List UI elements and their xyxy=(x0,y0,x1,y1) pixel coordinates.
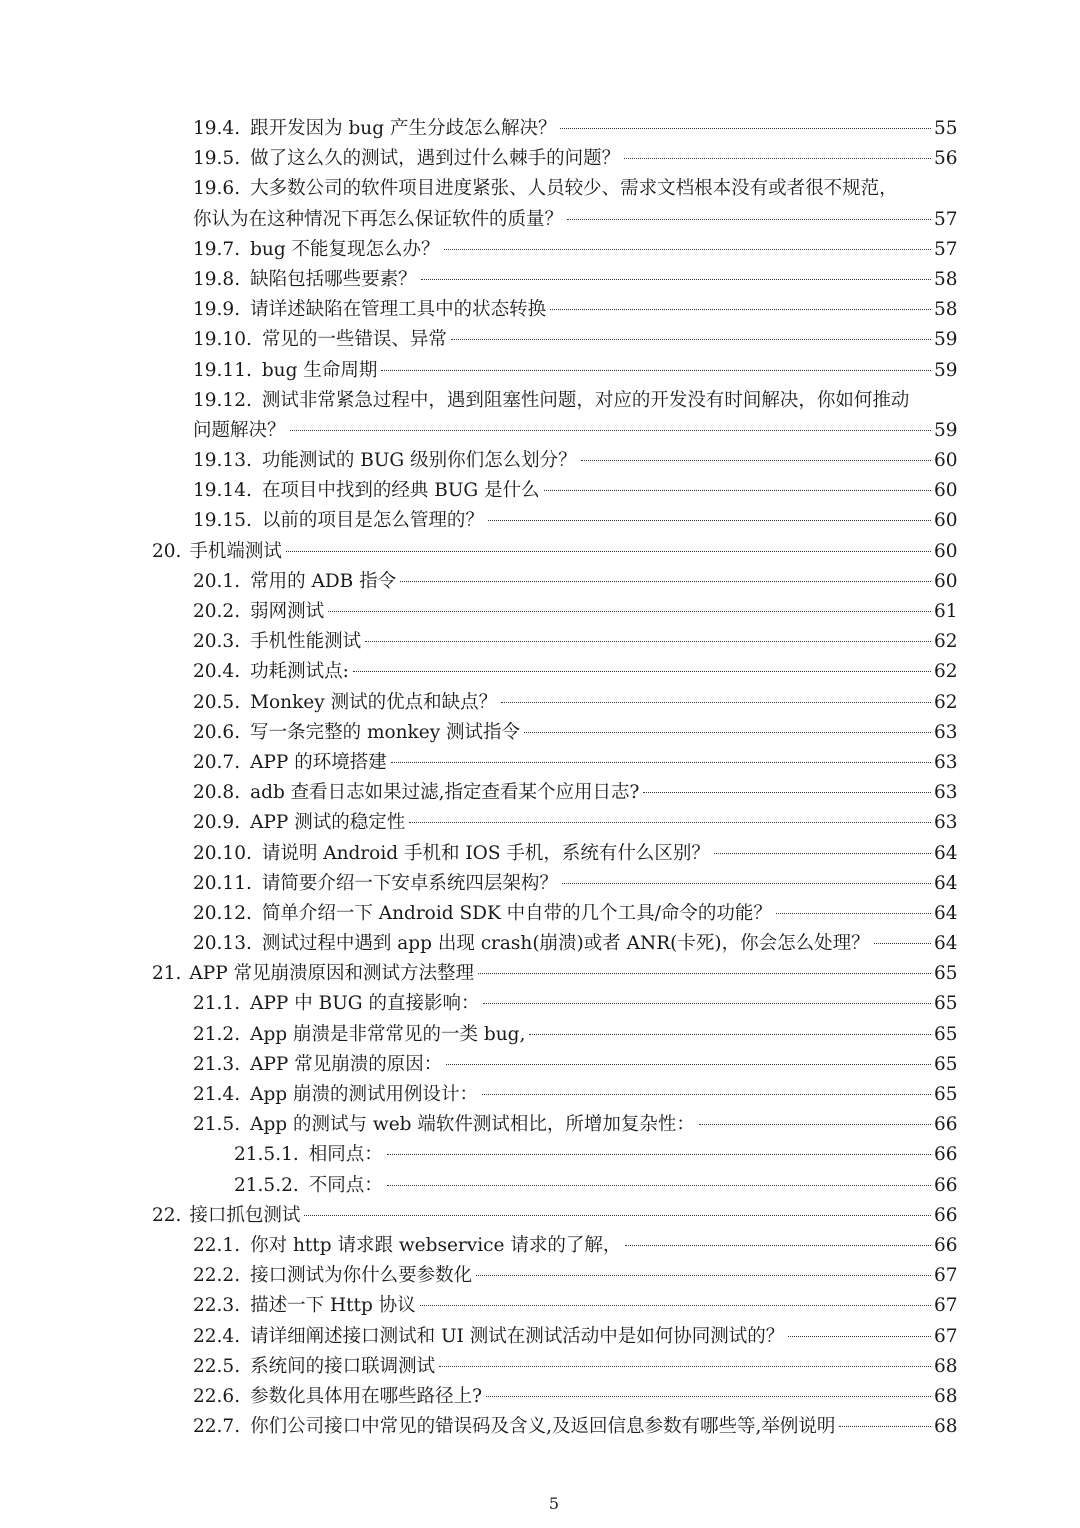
toc-entry[interactable] xyxy=(0,114,1080,144)
toc-entry-page: 63 xyxy=(934,782,958,804)
toc-entry-number: 20.8. xyxy=(193,782,241,804)
toc-leader-dots xyxy=(874,943,931,944)
toc-entry[interactable] xyxy=(0,1352,1080,1382)
toc-leader-dots xyxy=(476,1275,931,1276)
toc-entry-title: APP 中 BUG 的直接影响： xyxy=(250,993,480,1015)
toc-entry-title: 常见的一些错误、异常 xyxy=(261,329,447,351)
toc-leader-dots xyxy=(839,1426,931,1427)
toc-entry-number: 19.15. xyxy=(193,510,252,532)
toc-entry[interactable] xyxy=(0,174,1080,204)
toc-entry-title: 测试非常紧急过程中，遇到阻塞性问题，对应的开发没有时间解决，你如何推动 xyxy=(261,389,910,411)
toc-entry-title: 你们公司接口中常见的错误码及含义,及返回信息参数有哪些等,举例说明 xyxy=(250,1416,836,1438)
toc-entry-number: 21.5. xyxy=(193,1114,241,1136)
toc-entry-page: 59 xyxy=(934,329,958,351)
toc-entry[interactable] xyxy=(0,808,1080,838)
toc-entry[interactable] xyxy=(0,1140,1080,1170)
toc-entry[interactable] xyxy=(0,1080,1080,1110)
toc-entry-title: 手机性能测试 xyxy=(250,631,362,653)
toc-entry[interactable] xyxy=(0,718,1080,748)
toc-entry-title: 系统间的接口联调测试 xyxy=(250,1355,436,1377)
toc-leader-dots xyxy=(788,1336,931,1337)
toc-entry-continuation[interactable] xyxy=(0,205,1080,235)
toc-entry-number: 22. xyxy=(152,1204,182,1226)
toc-leader-dots xyxy=(486,1396,931,1397)
toc-entry-page: 59 xyxy=(934,419,958,441)
toc-entry-title: 参数化具体用在哪些路径上? xyxy=(250,1385,482,1407)
toc-entry-number: 22.4. xyxy=(193,1325,241,1347)
toc-entry[interactable] xyxy=(0,235,1080,265)
toc-leader-dots xyxy=(387,1154,931,1155)
toc-leader-dots xyxy=(550,309,931,310)
toc-entry[interactable] xyxy=(0,476,1080,506)
toc-leader-dots xyxy=(478,973,931,974)
toc-entry-number: 19.13. xyxy=(193,450,252,472)
toc-entry-title: 请详述缺陷在管理工具中的状态转换 xyxy=(250,299,547,321)
toc-entry-page: 64 xyxy=(934,842,958,864)
toc-entry-number: 22.2. xyxy=(193,1265,241,1287)
toc-entry-title: APP 常见崩溃原因和测试方法整理 xyxy=(189,963,475,985)
toc-entry-page: 62 xyxy=(934,691,958,713)
toc-leader-dots xyxy=(699,1124,931,1125)
toc-entry-number: 21.4. xyxy=(193,1084,241,1105)
toc-entry-page: 65 xyxy=(934,993,958,1015)
toc-entry-page: 66 xyxy=(934,1174,958,1196)
toc-entry-title: adb 查看日志如果过滤,指定查看某个应用日志? xyxy=(250,782,640,804)
toc-entry-number: 21.1. xyxy=(193,993,241,1015)
toc-entry-title: 相同点： xyxy=(308,1144,383,1166)
toc-entry-number: 20.4. xyxy=(193,661,241,683)
toc-entry-number: 19.9. xyxy=(193,299,241,321)
toc-leader-dots xyxy=(483,1003,931,1004)
toc-entry[interactable] xyxy=(0,657,1080,687)
toc-entry-title: APP 常见崩溃的原因： xyxy=(250,1053,443,1075)
toc-entry-page: 64 xyxy=(934,933,958,955)
toc-entry[interactable] xyxy=(0,688,1080,718)
toc-entry-number: 20.10. xyxy=(193,842,252,864)
toc-leader-dots xyxy=(365,641,931,642)
toc-entry-title: 写一条完整的 monkey 测试指令 xyxy=(250,721,521,743)
toc-entry[interactable] xyxy=(0,839,1080,869)
toc-entry-title: 手机端测试 xyxy=(189,540,282,562)
toc-entry[interactable] xyxy=(0,1020,1080,1050)
toc-entry-title: bug 不能复现怎么办？ xyxy=(250,238,440,260)
toc-leader-dots xyxy=(328,611,931,612)
toc-entry-title-continued: 问题解决？ xyxy=(193,419,286,441)
toc-entry-number: 21.5.1. xyxy=(234,1144,299,1166)
toc-entry-page: 65 xyxy=(934,1084,958,1105)
toc-entry-page: 65 xyxy=(934,1023,958,1045)
toc-entry-title: 做了这么久的测试，遇到过什么棘手的问题？ xyxy=(250,148,621,170)
toc-entry-title: App 崩溃的测试用例设计： xyxy=(250,1084,479,1105)
toc-leader-dots xyxy=(776,913,931,914)
toc-leader-dots xyxy=(290,430,931,431)
toc-entry[interactable] xyxy=(0,386,1080,416)
toc-entry-number: 20.12. xyxy=(193,902,252,924)
toc-entry-number: 19.5. xyxy=(193,148,241,170)
toc-entry-number: 20.1. xyxy=(193,570,241,592)
toc-entry-page: 58 xyxy=(934,299,958,321)
table-of-contents xyxy=(0,114,1080,1442)
toc-entry-title: 你对 http 请求跟 webservice 请求的了解， xyxy=(250,1234,622,1256)
toc-entry[interactable] xyxy=(0,1171,1080,1201)
toc-entry-title: 常用的 ADB 指令 xyxy=(250,570,397,592)
toc-entry-page: 63 xyxy=(934,751,958,773)
toc-entry[interactable] xyxy=(0,627,1080,657)
toc-entry-page: 60 xyxy=(934,570,958,592)
toc-entry-title: 缺陷包括哪些要素？ xyxy=(250,268,417,290)
toc-entry[interactable] xyxy=(0,265,1080,295)
toc-entry-number: 20.13. xyxy=(193,933,252,955)
toc-entry[interactable] xyxy=(0,356,1080,386)
toc-leader-dots xyxy=(501,702,931,703)
toc-entry-title: App 的测试与 web 端软件测试相比，所增加复杂性： xyxy=(250,1114,695,1136)
toc-entry-title: 功耗测试点: xyxy=(250,661,349,683)
toc-entry-page: 66 xyxy=(934,1114,958,1136)
toc-leader-dots xyxy=(567,219,931,220)
toc-entry-page: 62 xyxy=(934,631,958,653)
toc-entry-page: 56 xyxy=(934,148,958,170)
toc-leader-dots xyxy=(353,671,931,672)
toc-entry-page: 57 xyxy=(934,208,958,230)
toc-entry-page: 63 xyxy=(934,812,958,834)
toc-entry[interactable] xyxy=(0,899,1080,929)
toc-entry-number: 20.6. xyxy=(193,721,241,743)
toc-leader-dots xyxy=(446,1064,931,1065)
toc-entry-page: 57 xyxy=(934,238,958,260)
toc-entry-number: 21.5.2. xyxy=(234,1174,299,1196)
toc-leader-dots xyxy=(524,732,931,733)
toc-leader-dots xyxy=(420,1305,931,1306)
toc-entry[interactable] xyxy=(0,869,1080,899)
toc-entry-title: APP 测试的稳定性 xyxy=(250,812,406,834)
toc-entry-page: 62 xyxy=(934,661,958,683)
toc-entry[interactable] xyxy=(0,325,1080,355)
toc-entry-title: 测试过程中遇到 app 出现 crash(崩溃)或者 ANR(卡死)，你会怎么处理？ xyxy=(261,933,870,955)
toc-entry-number: 20.7. xyxy=(193,751,241,773)
toc-entry-continuation[interactable] xyxy=(0,416,1080,446)
toc-entry-number: 22.1. xyxy=(193,1234,241,1256)
toc-entry-number: 19.11. xyxy=(193,359,252,381)
toc-entry-title: 在项目中找到的经典 BUG 是什么 xyxy=(261,480,540,502)
toc-entry-title: App 崩溃是非常常见的一类 bug, xyxy=(250,1023,526,1045)
toc-entry-title: Monkey 测试的优点和缺点？ xyxy=(250,691,498,713)
toc-entry[interactable] xyxy=(0,748,1080,778)
toc-entry-number: 19.14. xyxy=(193,480,252,502)
toc-entry-page: 55 xyxy=(934,118,958,139)
toc-leader-dots xyxy=(444,249,931,250)
toc-leader-dots xyxy=(643,792,931,793)
toc-entry-page: 65 xyxy=(934,1053,958,1075)
toc-entry-title: APP 的环境搭建 xyxy=(250,751,387,773)
toc-entry-number: 20.5. xyxy=(193,691,241,713)
toc-chapter[interactable] xyxy=(0,959,1080,989)
toc-entry-page: 65 xyxy=(934,963,958,985)
toc-entry-number: 19.8. xyxy=(193,268,241,290)
toc-leader-dots xyxy=(304,1215,931,1216)
toc-leader-dots xyxy=(625,1245,931,1246)
toc-entry-page: 66 xyxy=(934,1234,958,1256)
toc-entry-number: 22.6. xyxy=(193,1385,241,1407)
toc-entry[interactable] xyxy=(0,929,1080,959)
toc-entry-page: 64 xyxy=(934,902,958,924)
toc-entry[interactable] xyxy=(0,1412,1080,1442)
toc-entry[interactable] xyxy=(0,1322,1080,1352)
toc-entry-title: 描述一下 Http 协议 xyxy=(250,1295,416,1317)
toc-entry[interactable] xyxy=(0,1291,1080,1321)
toc-entry-number: 20.11. xyxy=(193,872,252,894)
toc-leader-dots xyxy=(560,128,931,129)
toc-entry-page: 68 xyxy=(934,1355,958,1377)
toc-leader-dots xyxy=(451,339,931,340)
toc-entry[interactable] xyxy=(0,1261,1080,1291)
toc-entry-number: 21.3. xyxy=(193,1053,241,1075)
toc-chapter[interactable] xyxy=(0,537,1080,567)
toc-entry-number: 19.10. xyxy=(193,329,252,351)
toc-entry[interactable] xyxy=(0,1231,1080,1261)
toc-entry[interactable] xyxy=(0,1050,1080,1080)
toc-entry-title: bug 生命周期 xyxy=(261,359,378,381)
toc-leader-dots xyxy=(409,822,931,823)
toc-entry[interactable] xyxy=(0,144,1080,174)
toc-entry-number: 20.9. xyxy=(193,812,241,834)
toc-entry-page: 67 xyxy=(934,1295,958,1317)
toc-leader-dots xyxy=(421,279,931,280)
toc-entry-title: 请简要介绍一下安卓系统四层架构？ xyxy=(261,872,558,894)
toc-entry-number: 22.3. xyxy=(193,1295,241,1317)
toc-entry-page: 60 xyxy=(934,480,958,502)
page-number: 5 xyxy=(548,1494,560,1513)
toc-entry[interactable] xyxy=(0,597,1080,627)
toc-leader-dots xyxy=(400,581,931,582)
toc-entry-number: 21. xyxy=(152,963,182,985)
toc-entry-page: 66 xyxy=(934,1144,958,1166)
toc-leader-dots xyxy=(624,158,931,159)
toc-entry-number: 20.3. xyxy=(193,631,241,653)
toc-entry-page: 67 xyxy=(934,1325,958,1347)
toc-entry-number: 20. xyxy=(152,540,182,562)
toc-entry[interactable] xyxy=(0,446,1080,476)
toc-entry-page: 61 xyxy=(934,601,958,622)
toc-entry-number: 19.7. xyxy=(193,238,241,260)
toc-entry-page: 68 xyxy=(934,1385,958,1407)
toc-entry[interactable] xyxy=(0,778,1080,808)
toc-entry-number: 19.4. xyxy=(193,118,241,139)
toc-entry-number: 22.7. xyxy=(193,1416,241,1438)
toc-entry-page: 67 xyxy=(934,1265,958,1287)
toc-entry-number: 22.5. xyxy=(193,1355,241,1377)
toc-leader-dots xyxy=(544,490,931,491)
toc-entry-page: 60 xyxy=(934,510,958,532)
toc-leader-dots xyxy=(488,520,931,521)
toc-entry[interactable] xyxy=(0,1382,1080,1412)
toc-entry-number: 19.12. xyxy=(193,389,252,411)
toc-entry-page: 64 xyxy=(934,872,958,894)
toc-entry-page: 66 xyxy=(934,1204,958,1226)
toc-entry-number: 19.6. xyxy=(193,178,241,200)
toc-entry-title: 接口抓包测试 xyxy=(189,1204,301,1226)
toc-entry-title: 以前的项目是怎么管理的？ xyxy=(261,510,484,532)
toc-leader-dots xyxy=(286,551,931,552)
toc-leader-dots xyxy=(482,1094,931,1095)
toc-entry[interactable] xyxy=(0,295,1080,325)
toc-entry-title: 跟开发因为 bug 产生分歧怎么解决？ xyxy=(250,118,557,139)
toc-leader-dots xyxy=(562,883,931,884)
toc-entry-title: 功能测试的 BUG 级别你们怎么划分？ xyxy=(261,450,577,472)
toc-entry-title: 请说明 Android 手机和 IOS 手机，系统有什么区别？ xyxy=(261,842,710,864)
toc-entry-title: 简单介绍一下 Android SDK 中自带的几个工具/命令的功能？ xyxy=(261,902,772,924)
toc-leader-dots xyxy=(381,370,931,371)
toc-entry-number: 20.2. xyxy=(193,601,241,622)
toc-entry-page: 58 xyxy=(934,268,958,290)
toc-entry[interactable] xyxy=(0,506,1080,536)
toc-entry-title: 弱网测试 xyxy=(250,601,325,622)
toc-leader-dots xyxy=(714,853,931,854)
toc-entry-title: 接口测试为你什么要参数化 xyxy=(250,1265,473,1287)
toc-entry-page: 60 xyxy=(934,450,958,472)
toc-entry[interactable] xyxy=(0,989,1080,1019)
toc-entry-page: 59 xyxy=(934,359,958,381)
toc-leader-dots xyxy=(387,1185,931,1186)
toc-entry-title: 大多数公司的软件项目进度紧张、人员较少、需求文档根本没有或者很不规范， xyxy=(250,178,898,200)
toc-entry-title: 不同点： xyxy=(308,1174,383,1196)
toc-entry-page: 60 xyxy=(934,540,958,562)
toc-leader-dots xyxy=(439,1366,931,1367)
toc-leader-dots xyxy=(529,1034,931,1035)
toc-entry-title-continued: 你认为在这种情况下再怎么保证软件的质量？ xyxy=(193,208,564,230)
toc-leader-dots xyxy=(391,762,931,763)
toc-chapter[interactable] xyxy=(0,1201,1080,1231)
toc-entry[interactable] xyxy=(0,567,1080,597)
toc-entry[interactable] xyxy=(0,1110,1080,1140)
toc-leader-dots xyxy=(581,460,931,461)
toc-entry-page: 63 xyxy=(934,721,958,743)
toc-entry-title: 请详细阐述接口测试和 UI 测试在测试活动中是如何协同测试的？ xyxy=(250,1325,785,1347)
toc-entry-number: 21.2. xyxy=(193,1023,241,1045)
toc-entry-page: 68 xyxy=(934,1416,958,1438)
